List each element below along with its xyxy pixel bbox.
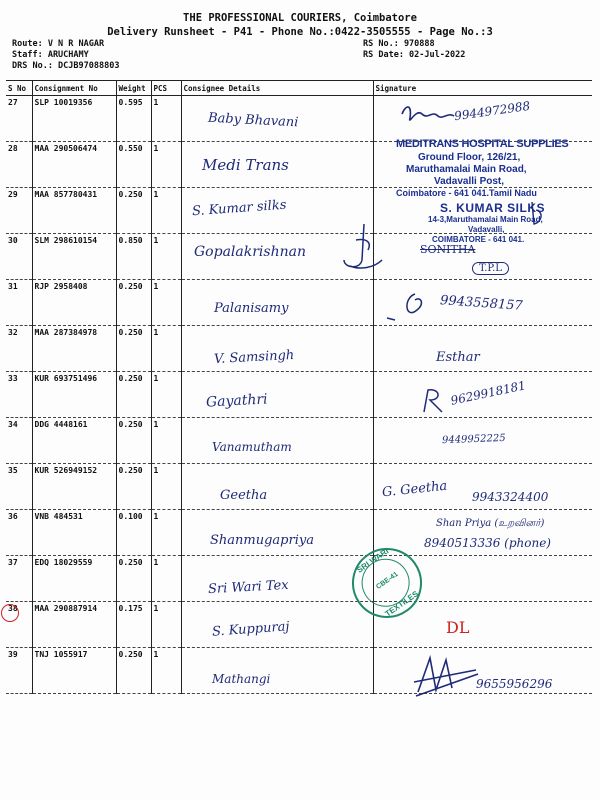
row-weight: 0.850	[116, 234, 151, 280]
row-sno: 33	[6, 372, 32, 418]
handwritten-consignee: Sri Wari Tex	[207, 577, 289, 598]
signature-name: Esthar	[436, 350, 480, 365]
row-pcs: 1	[151, 648, 181, 694]
signature-phone: 9655956296	[476, 677, 553, 691]
col-pcs: PCS	[151, 81, 181, 96]
row-sno: 35	[6, 464, 32, 510]
row-consignment: MAA 857780431	[32, 188, 116, 234]
row-weight: 0.250	[116, 648, 151, 694]
row-pcs: 1	[151, 96, 181, 142]
seal-top-text: SRI WARI	[355, 546, 391, 575]
stamp-meditrans-address: Vadavalli Post,	[434, 176, 505, 187]
row-sno: 31	[6, 280, 32, 326]
table-row	[6, 556, 592, 602]
stamp-kumar-address: Vadavalli,	[468, 225, 505, 234]
stamp-meditrans-address: Maruthamalai Main Road,	[406, 164, 527, 175]
row-sno: 32	[6, 326, 32, 372]
row-pcs: 1	[151, 142, 181, 188]
red-circle-mark	[1, 604, 19, 622]
row-pcs: 1	[151, 464, 181, 510]
row-pcs: 1	[151, 602, 181, 648]
row-pcs: 1	[151, 280, 181, 326]
signature-scribble	[398, 100, 458, 132]
stamp-meditrans-address: Coimbatore - 641 041.Tamil Nadu	[396, 188, 537, 198]
col-consignee: Consignee Details	[181, 81, 373, 96]
drs-line: DRS No.: DCJB97088803	[12, 61, 120, 71]
signature-name: SONITHA	[420, 243, 476, 256]
row-sno: 36	[6, 510, 32, 556]
handwritten-consignee: Baby Bhavani	[207, 110, 299, 131]
handwritten-consignee: Medi Trans	[202, 156, 289, 174]
row-pcs: 1	[151, 556, 181, 602]
signature-phone: 9449952225	[441, 432, 506, 447]
row-weight: 0.250	[116, 556, 151, 602]
signature-note: T.P.L	[472, 262, 509, 275]
handwritten-consignee: Gayathri	[205, 391, 268, 411]
row-sno: 27	[6, 96, 32, 142]
row-weight: 0.250	[116, 326, 151, 372]
row-consignment: EDQ 18029559	[32, 556, 116, 602]
signature-phone: 8940513336 (phone)	[424, 536, 551, 550]
handwritten-consignee: Palanisamy	[214, 301, 289, 316]
stamp-kumar-address: COIMBATORE - 641 041.	[432, 235, 525, 244]
row-sno: 39	[6, 648, 32, 694]
col-weight: Weight	[116, 81, 151, 96]
row-pcs: 1	[151, 234, 181, 280]
table-header-row	[6, 81, 592, 96]
row-weight: 0.595	[116, 96, 151, 142]
signature-phone: 9943558157	[439, 293, 524, 314]
handwritten-consignee: Geetha	[220, 488, 268, 503]
signature-scribble	[412, 652, 482, 702]
row-pcs: 1	[151, 326, 181, 372]
row-sno: 38	[6, 602, 32, 648]
staff-line: Staff: ARUCHAMY	[12, 50, 89, 60]
signature-phone: 9943324400	[472, 490, 549, 504]
handwritten-consignee: Vanamutham	[212, 440, 292, 454]
route-line: Route: V N R NAGAR	[12, 39, 105, 49]
table-row	[6, 326, 592, 372]
signature-scribble	[338, 220, 388, 272]
row-sno: 34	[6, 418, 32, 464]
company-title: THE PROFESSIONAL COURIERS, Coimbatore	[183, 12, 417, 24]
handwritten-consignee: Mathangi	[212, 672, 271, 686]
row-consignee-cell	[181, 464, 373, 510]
stamp-kumar-name: S. KUMAR SILKS	[440, 201, 546, 215]
runsheet-title: Delivery Runsheet - P41 - Phone No.:0422-3505555 - Page No.:3	[107, 26, 493, 38]
row-sno: 28	[6, 142, 32, 188]
row-consignment: SLM 298610154	[32, 234, 116, 280]
signature-name: G. Geetha	[381, 478, 448, 501]
row-weight: 0.250	[116, 372, 151, 418]
row-sno: 37	[6, 556, 32, 602]
signature-initials: DL	[446, 618, 470, 637]
row-weight: 0.250	[116, 188, 151, 234]
col-signature: Signature	[373, 81, 592, 96]
row-consignment: MAA 290887914	[32, 602, 116, 648]
handwritten-consignee: S. Kuppuraj	[211, 619, 290, 640]
row-consignment: KUR 693751496	[32, 372, 116, 418]
rs-date: RS Date: 02-Jul-2022	[363, 50, 466, 60]
signature-scribble	[528, 198, 548, 228]
handwritten-consignee: V. Samsingh	[213, 347, 295, 368]
handwritten-consignee: Shanmugapriya	[210, 533, 314, 548]
row-weight: 0.100	[116, 510, 151, 556]
row-weight: 0.175	[116, 602, 151, 648]
row-consignment: SLP 10019356	[32, 96, 116, 142]
handwritten-consignee: Gopalakrishnan	[194, 244, 306, 260]
row-sno: 29	[6, 188, 32, 234]
row-sno: 30	[6, 234, 32, 280]
table-row	[6, 602, 592, 648]
row-consignment: KUR 526949152	[32, 464, 116, 510]
signature-name: Shan Priya (உறவினர்)	[436, 518, 545, 529]
col-sno: S No	[6, 81, 32, 96]
row-weight: 0.250	[116, 280, 151, 326]
row-pcs: 1	[151, 372, 181, 418]
row-pcs: 1	[151, 418, 181, 464]
row-consignee-cell	[181, 648, 373, 694]
signature-phone: 9629918181	[449, 378, 527, 408]
row-consignment: MAA 287384978	[32, 326, 116, 372]
row-weight: 0.550	[116, 142, 151, 188]
row-consignment: MAA 290506474	[32, 142, 116, 188]
row-pcs: 1	[151, 510, 181, 556]
stamp-kumar-address: 14-3,Maruthamalai Main Road,	[428, 215, 543, 224]
row-weight: 0.250	[116, 418, 151, 464]
seal-bottom-text: TEXTILES	[383, 589, 420, 619]
handwritten-consignee: S. Kumar silks	[191, 197, 287, 220]
stamp-meditrans-address: Ground Floor, 126/21,	[418, 152, 521, 163]
row-signature-cell	[373, 326, 592, 372]
row-weight: 0.250	[116, 464, 151, 510]
row-consignment: VNB 484531	[32, 510, 116, 556]
row-consignment: DDG 4448161	[32, 418, 116, 464]
seal-center-text: CBE-41	[375, 570, 400, 591]
signature-phone: 9944972988	[453, 98, 531, 124]
col-consignment: Consignment No	[32, 81, 116, 96]
row-consignment: RJP 2958408	[32, 280, 116, 326]
rs-number: RS No.: 970888	[363, 39, 435, 49]
signature-scribble	[385, 290, 435, 324]
row-pcs: 1	[151, 188, 181, 234]
stamp-meditrans-name: MEDITRANS HOSPITAL SUPPLIES	[396, 138, 569, 150]
row-consignment: TNJ 1055917	[32, 648, 116, 694]
